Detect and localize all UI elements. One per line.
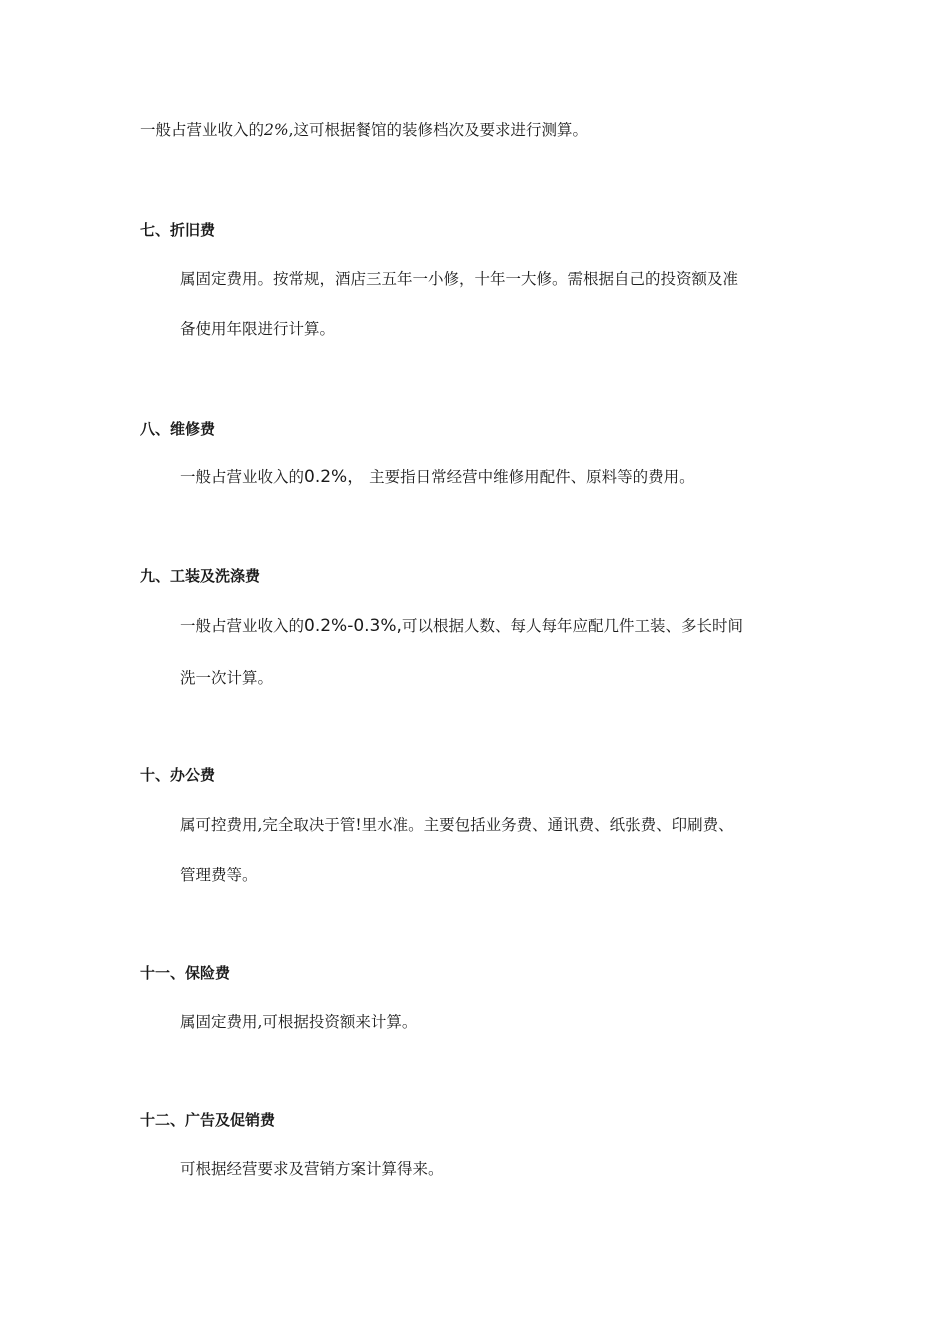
section-heading-insurance: 十一、保险费 — [140, 964, 231, 982]
maintenance-text-b: 主要指日常经营中维修用配件、原料等的费用。 — [364, 468, 695, 486]
section-uniform-line-2: 洗一次计算。 — [180, 669, 274, 687]
section-maintenance-line-1 — [180, 467, 695, 487]
maintenance-text-a: 一般占营业收入的 — [180, 468, 305, 486]
intro-paragraph — [140, 120, 588, 140]
uniform-text-a: 一般占营业收入的 — [180, 617, 305, 635]
intro-text-c: ,这可根据餐馆的装修档次及要求进行测算。 — [288, 121, 589, 139]
uniform-percent: 0.2%-0.3%, — [304, 616, 402, 636]
section-office-line-1: 属可控费用,完全取决于管!里水准。主要包括业务费、通讯费、纸张费、印刷费、 — [180, 816, 734, 834]
section-heading-office: 十、办公费 — [140, 766, 216, 784]
section-heading-depreciation: 七、折旧费 — [140, 221, 216, 239]
intro-percent: 2% — [264, 121, 289, 139]
section-heading-uniform-laundry: 九、工装及洗涤费 — [140, 567, 261, 585]
maintenance-percent: 0.2%， — [304, 467, 365, 487]
uniform-text-b: 可以根据人数、每人每年应配几件工装、多长时间 — [401, 617, 743, 635]
section-office-line-2: 管理费等。 — [180, 866, 258, 884]
section-insurance-line-1: 属固定费用,可根据投资额来计算。 — [180, 1013, 418, 1031]
section-heading-maintenance: 八、维修费 — [140, 420, 216, 438]
intro-text-a: 一般占营业收入的 — [140, 121, 265, 139]
section-advertising-line-1: 可根据经营要求及营销方案计算得来。 — [180, 1160, 444, 1178]
section-uniform-line-1 — [180, 616, 743, 636]
section-heading-advertising: 十二、广告及促销费 — [140, 1111, 276, 1129]
section-depreciation-line-1: 属固定费用。按常规，酒店三五年一小修，十年一大修。需根据自己的投资额及准 — [180, 270, 739, 288]
section-depreciation-line-2: 备使用年限进行计算。 — [180, 320, 336, 338]
